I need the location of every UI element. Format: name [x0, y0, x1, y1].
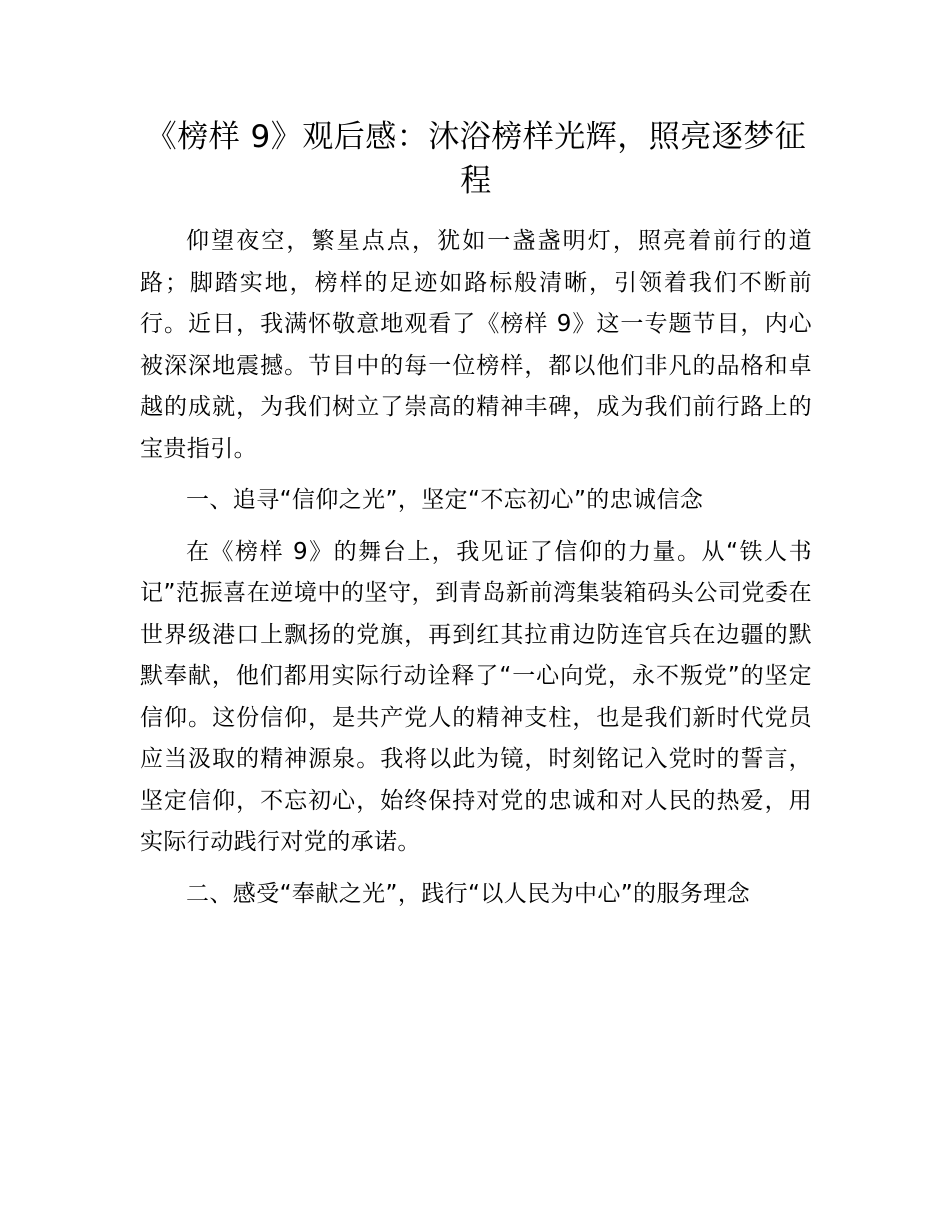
document-title: 《榜样 9》观后感：沐浴榜样光辉，照亮逐梦征程 [145, 119, 807, 199]
document-body [140, 115, 812, 915]
intro-paragraph: 仰望夜空，繁星点点，犹如一盏盏明灯，照亮着前行的道路；脚踏实地，榜样的足迹如路标般清晰，引领着我们不断前行。近日，我满怀敬意地观看了《榜样 9》这一专题节目，内心被深深地震撼。节目中的每一位榜样，都以他们非凡的品格和卓越的成就，为我们树立了崇高的精神丰碑，成为我们前行路上的宝贵指引。 [140, 228, 812, 462]
section-heading-2: 二、感受“奉献之光”，践行“以人民为中心”的服务理念 [186, 880, 751, 907]
section-1-paragraph: 在《榜样 9》的舞台上，我见证了信仰的力量。从“铁人书记”范振喜在逆境中的坚守，到青岛新前湾集装箱码头公司党委在世界级港口上飘扬的党旗，再到红其拉甫边防连官兵在边疆的默默奉献，他们都用实际行动诠释了“一心向党，永不叛党”的坚定信仰。这份信仰，是共产党人的精神支柱，也是我们新时代党员应当汲取的精神源泉。我将以此为镜，时刻铭记入党时的誓言，坚定信仰，不忘初心，始终保持对党的忠诚和对人民的热爱，用实际行动践行对党的承诺。 [140, 538, 812, 855]
section-heading-1: 一、追寻“信仰之光”，坚定“不忘初心”的忠诚信念 [186, 487, 704, 513]
